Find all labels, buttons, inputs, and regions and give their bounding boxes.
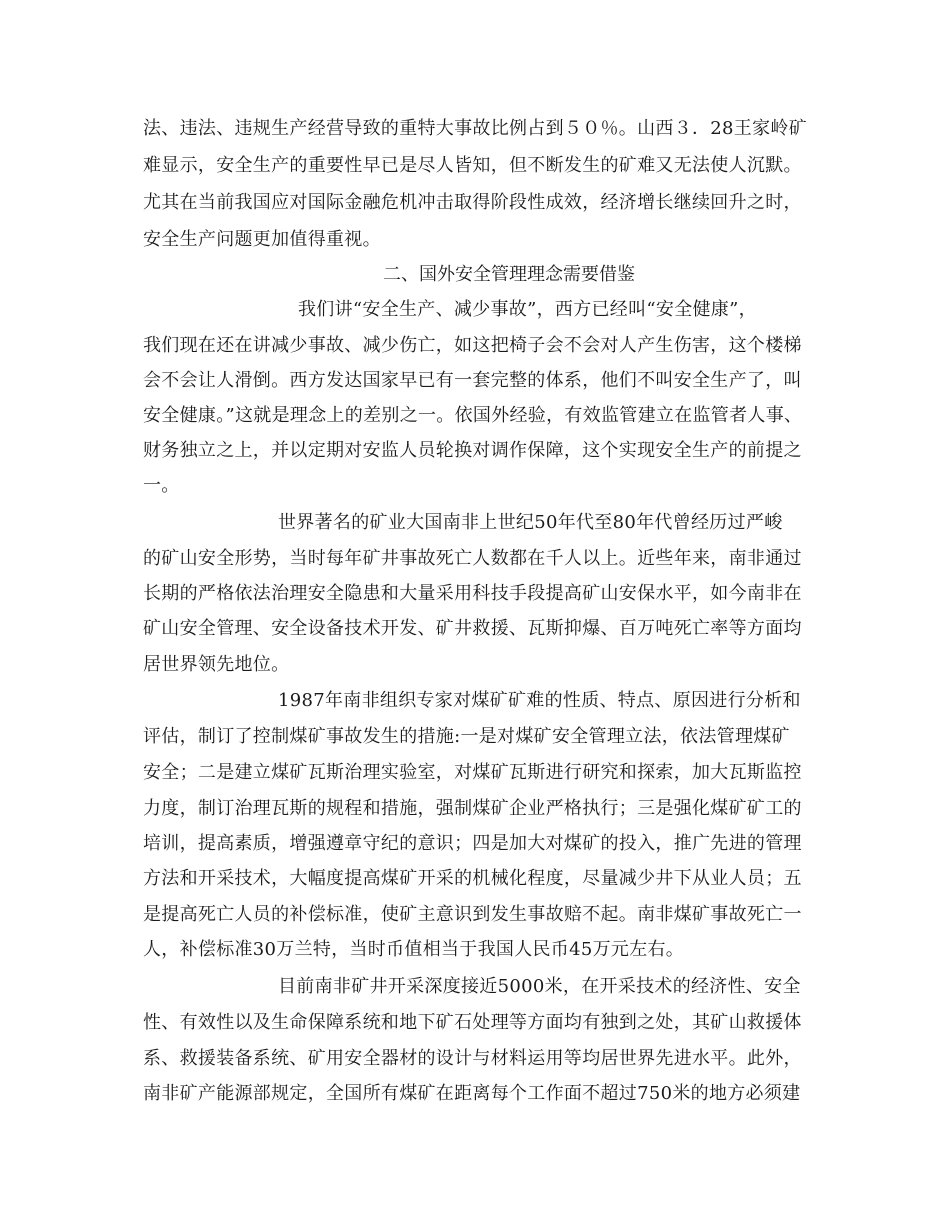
paragraph-line: 法、违法、违规生产经营导致的重特大事故比例占到５０％。山西３．28王家岭矿 (143, 118, 808, 139)
paragraph-line: 系、救援装备系统、矿用安全器材的设计与材料运用等均居世界先进水平。此外， (143, 1048, 802, 1069)
paragraph-line: 培训，提高素质，增强遵章守纪的意识；四是加大对煤矿的投入，推广先进的管理 (143, 833, 802, 854)
paragraph-line: 是提高死亡人员的补偿标准，使矿主意识到发生事故赔不起。南非煤矿事故死亡一 (143, 904, 802, 925)
paragraph-line: 安全生产问题更加值得重视。 (143, 229, 381, 250)
paragraph-line: 1987年南非组织专家对煤矿矿难的性质、特点、原因进行分析和 (278, 690, 801, 711)
paragraph-line: 目前南非矿井开采深度接近5000米，在开采技术的经济性、安全 (278, 976, 801, 997)
paragraph-line: 尤其在当前我国应对国际金融危机冲击取得阶段性成效，经济增长继续回升之时， (143, 192, 802, 213)
paragraph-line: 一。 (143, 475, 180, 496)
paragraph-line: 力度，制订治理瓦斯的规程和措施，强制煤矿企业严格执行；三是强化煤矿矿工的 (143, 798, 802, 819)
paragraph-line: 世界著名的矿业大国南非上世纪50年代至80年代曾经历过严峻 (278, 512, 783, 533)
paragraph-line: 的矿山安全形势，当时每年矿井事故死亡人数都在千人以上。近些年来，南非通过 (143, 548, 802, 569)
paragraph-line: 安全健康。”这就是理念上的差别之一。依国外经验，有效监管建立在监管者人事、 (143, 405, 803, 426)
paragraph-line: 长期的严格依法治理安全隐患和大量采用科技手段提高矿山安保水平，如今南非在 (143, 583, 802, 604)
paragraph-line: 居世界领先地位。 (143, 654, 290, 675)
paragraph-line: 南非矿产能源部规定，全国所有煤矿在距离每个工作面不超过750米的地方必须建 (143, 1083, 801, 1104)
paragraph-line: 安全；二是建立煤矿瓦斯治理实验室，对煤矿瓦斯进行研究和探索，加大瓦斯监控 (143, 762, 802, 783)
paragraph-line: 方法和开采技术，大幅度提高煤矿开采的机械化程度，尽量减少井下从业人员；五 (143, 868, 802, 889)
paragraph-line: 难显示，安全生产的重要性早已是尽人皆知，但不断发生的矿难又无法使人沉默。 (143, 155, 802, 176)
section-heading: 二、国外安全管理理念需要借鉴 (383, 264, 635, 285)
paragraph-line: 财务独立之上，并以定期对安监人员轮换对调作保障，这个实现安全生产的前提之 (143, 440, 802, 461)
paragraph-line: 会不会让人滑倒。西方发达国家早已有一套完整的体系，他们不叫安全生产了，叫 (143, 370, 802, 391)
paragraph-line: 人，补偿标准30万兰特，当时币值相当于我国人民币45万元左右。 (143, 939, 685, 960)
paragraph-line: 性、有效性以及生命保障系统和地下矿石处理等方面均有独到之处，其矿山救援体 (143, 1012, 802, 1033)
paragraph-line: 评估，制订了控制煤矿事故发生的措施:一是对煤矿安全管理立法，依法管理煤矿 (143, 726, 790, 747)
paragraph-line: 我们现在还在讲减少事故、减少伤亡，如这把椅子会不会对人产生伤害，这个楼梯 (143, 335, 802, 356)
paragraph-line: 我们讲“安全生产、减少事故”，西方已经叫“安全健康”， (298, 299, 757, 320)
paragraph-line: 矿山安全管理、安全设备技术开发、矿井救援、瓦斯抑爆、百万吨死亡率等方面均 (143, 618, 802, 639)
